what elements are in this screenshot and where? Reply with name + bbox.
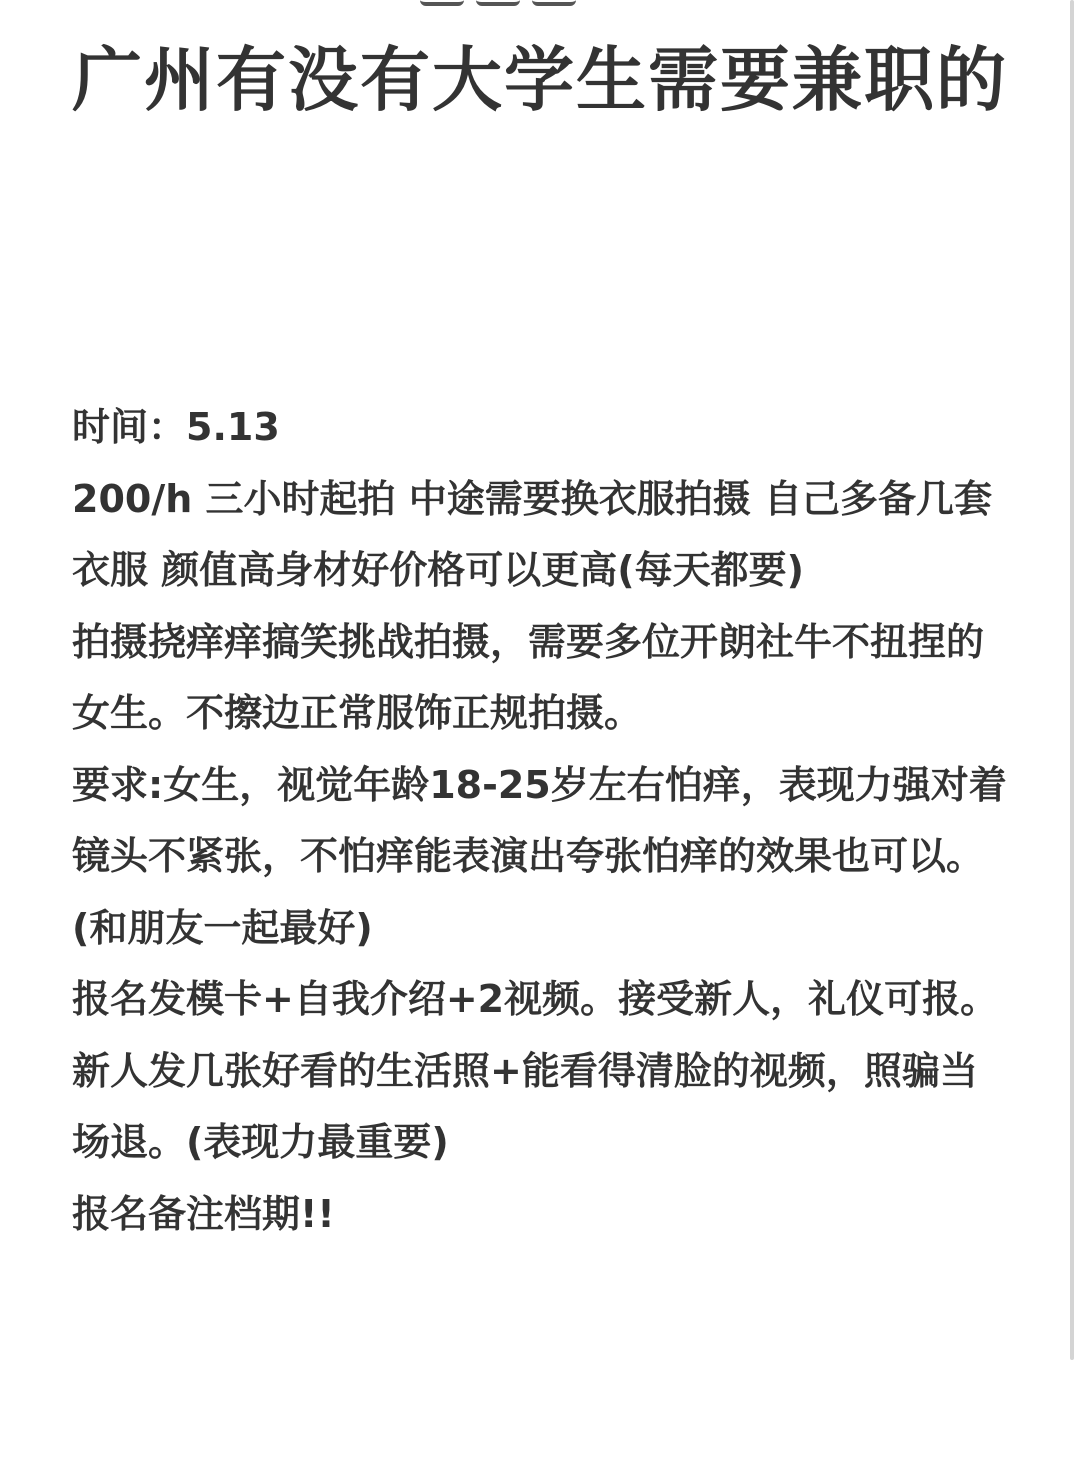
post-line-signup: 报名发模卡+自我介绍+2视频。接受新人，礼仪可报。新人发几张好看的生活照+能看得清脸的视频，照骗当场退。(表现力最重要) bbox=[72, 977, 999, 1164]
post-line-time: 时间：5.13 bbox=[72, 405, 280, 449]
cropped-top-text bbox=[420, 0, 640, 6]
post-line-requirements: 要求:女生，视觉年龄18-25岁左右怕痒，表现力强对着镜头不紧张，不怕痒能表演出夸张怕痒的效果也可以。(和朋友一起最好) bbox=[72, 762, 1007, 950]
post-line-note: 报名备注档期!! bbox=[72, 1191, 335, 1236]
post-line-pay: 200/h 三小时起拍 中途需要换衣服拍摄 自己多备几套衣服 颜值高身材好价格可以更高(每天都要) bbox=[72, 476, 992, 592]
post-title: 广州有没有大学生需要兼职的 bbox=[72, 39, 1008, 121]
post-body bbox=[72, 392, 1007, 1250]
scrollbar[interactable] bbox=[1070, 0, 1074, 1360]
post-line-description: 拍摄挠痒痒搞笑挑战拍摄，需要多位开朗社牛不扭捏的女生。不擦边正常服饰正规拍摄。 bbox=[72, 619, 985, 735]
